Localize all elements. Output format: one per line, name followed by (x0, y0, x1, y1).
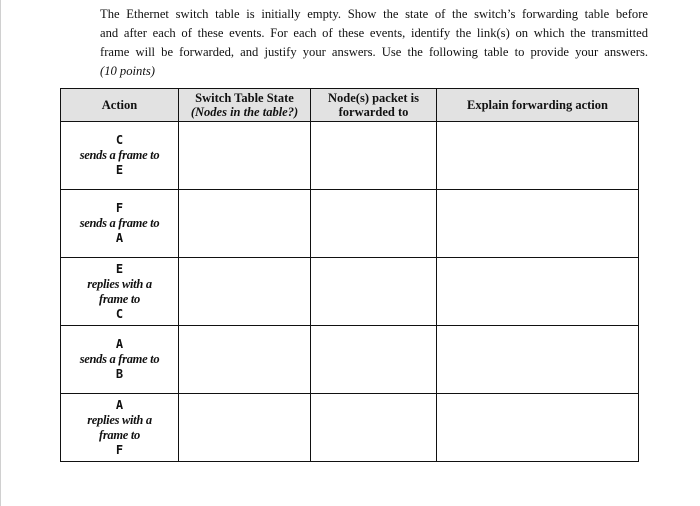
header-action (61, 89, 179, 122)
switch-table-state-cell[interactable] (179, 326, 311, 394)
destination-node: B (115, 367, 124, 381)
destination-node: F (115, 442, 124, 457)
question-line-3: frame will be forwarded, and justify your answers. Use the following table to provide your answers. (100, 45, 648, 59)
switch-table-state-cell[interactable] (179, 394, 311, 462)
table-row (61, 394, 639, 462)
question-text (100, 5, 648, 81)
header-forwarded-line-1: Node(s) packet is (328, 91, 419, 105)
forwarded-to-cell[interactable] (311, 258, 437, 326)
table-row (61, 326, 639, 394)
explanation-cell[interactable] (437, 122, 639, 190)
header-action-label: Action (101, 98, 138, 112)
source-node: C (115, 133, 124, 147)
table-header-row (61, 89, 639, 122)
header-explain-label: Explain forwarding action (467, 98, 608, 112)
points-label: (10 points) (100, 64, 155, 78)
table-row (61, 190, 639, 258)
header-forwarded-line-2: forwarded to (338, 105, 409, 119)
source-node: A (115, 337, 124, 351)
action-cell (61, 326, 179, 394)
forwarded-to-cell[interactable] (311, 190, 437, 258)
question-line-2: and after each of these events. For each of these events, identify the link(s) on which the transmitted (100, 26, 648, 40)
source-node: A (115, 397, 124, 412)
forwarded-to-cell[interactable] (311, 122, 437, 190)
destination-node: A (115, 231, 124, 245)
header-state-line-1: Switch Table State (195, 91, 294, 105)
header-state-line-2: (Nodes in the table?) (190, 105, 299, 119)
header-forwarded-to (311, 89, 437, 122)
source-node: E (115, 261, 124, 276)
table-row (61, 258, 639, 326)
header-explain (437, 89, 639, 122)
page-left-edge (0, 0, 1, 506)
switch-table-state-cell[interactable] (179, 190, 311, 258)
action-cell (61, 122, 179, 190)
action-cell (61, 190, 179, 258)
source-node: F (115, 201, 124, 215)
switch-table-state-cell[interactable] (179, 122, 311, 190)
action-cell (61, 258, 179, 326)
action-verb: replies with a (87, 276, 152, 291)
action-verb: sends a frame to (79, 352, 160, 366)
destination-node: E (115, 163, 124, 177)
action-verb: replies with a (87, 412, 152, 427)
question-line-1: The Ethernet switch table is initially empty. Show the state of the switch’s forwarding table before (100, 7, 648, 21)
action-verb: sends a frame to (79, 148, 160, 162)
table-row (61, 122, 639, 190)
action-cell (61, 394, 179, 462)
forwarded-to-cell[interactable] (311, 394, 437, 462)
forwarded-to-cell[interactable] (311, 326, 437, 394)
explanation-cell[interactable] (437, 326, 639, 394)
switch-table-state-cell[interactable] (179, 258, 311, 326)
explanation-cell[interactable] (437, 258, 639, 326)
explanation-cell[interactable] (437, 394, 639, 462)
destination-node: C (115, 306, 124, 321)
explanation-cell[interactable] (437, 190, 639, 258)
header-switch-table-state (179, 89, 311, 122)
switch-events-table (60, 88, 639, 462)
action-verb: sends a frame to (79, 216, 160, 230)
action-verb-continued: frame to (99, 427, 140, 442)
action-verb-continued: frame to (99, 291, 140, 306)
